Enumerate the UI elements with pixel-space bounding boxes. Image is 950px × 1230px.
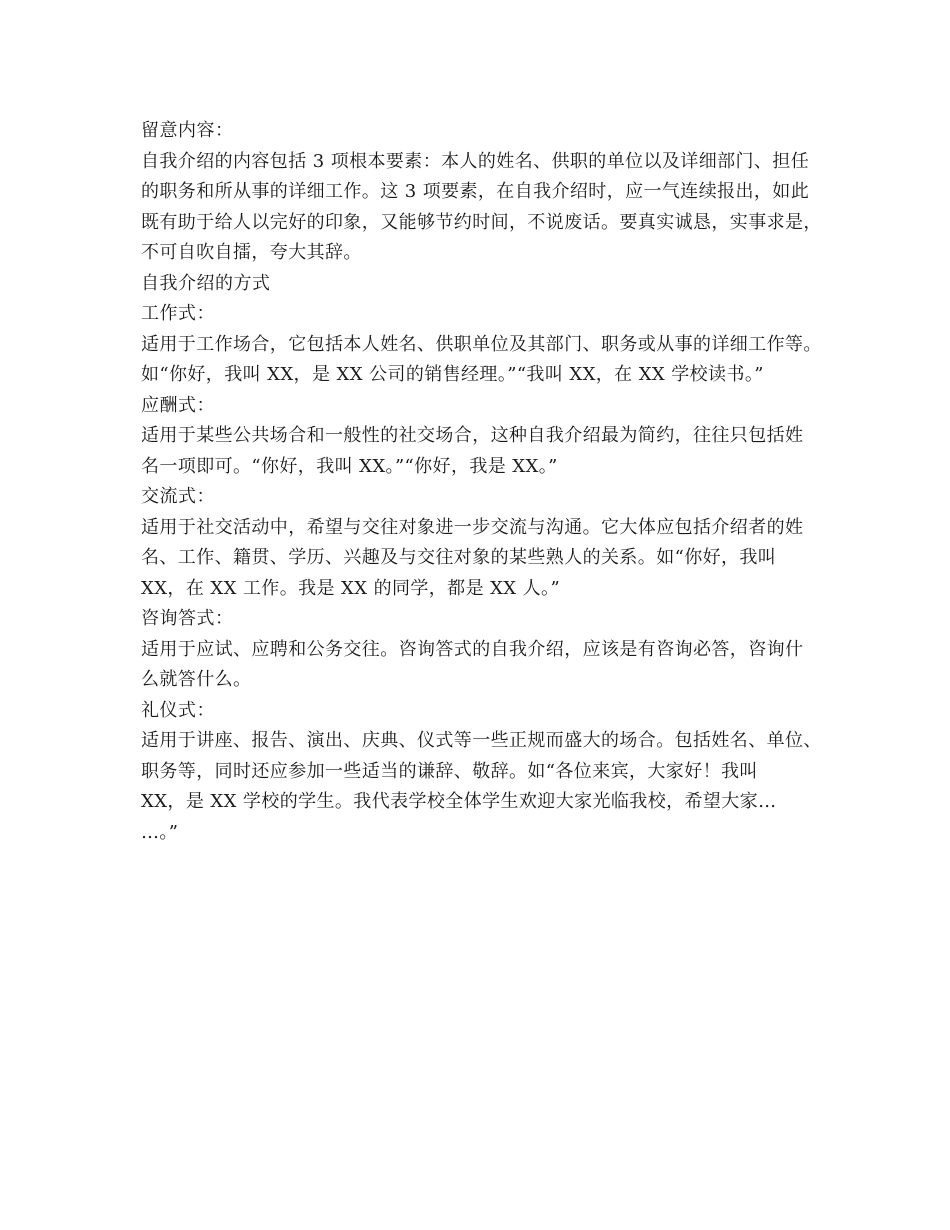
- paragraph-line: 么就答什么。: [141, 669, 252, 690]
- section-heading: 自我介绍的方式: [141, 272, 271, 294]
- paragraph-line: 适用于某些公共场合和一般性的社交场合，这种自我介绍最为简约，往往只包括姓: [141, 425, 804, 446]
- paragraph-line: 职务等，同时还应参加一些适当的谦辞、敬辞。如“各位来宾，大家好！我叫: [141, 760, 758, 782]
- subsection-heading: 应酬式：: [141, 394, 215, 416]
- paragraph-line: 名、工作、籍贯、学历、兴趣及与交往对象的某些熟人的关系。如“你好，我叫: [141, 547, 777, 568]
- paragraph-line: 如“你好，我叫 XX，是 XX 公司的销售经理。”“我叫 XX，在 XX 学校读书。”: [141, 364, 764, 385]
- document-page: [141, 116, 831, 848]
- subsection-heading: 交流式：: [141, 486, 215, 507]
- subsection-heading: 礼仪式：: [141, 699, 215, 721]
- paragraph-line: 自我介绍的内容包括 3 项根本要素：本人的姓名、供职的单位以及详细部门、担任: [141, 150, 810, 172]
- paragraph-line: …。”: [141, 821, 179, 843]
- paragraph-line: 适用于工作场合，它包括本人姓名、供职单位及其部门、职务或从事的详细工作等。: [141, 333, 822, 355]
- subsection-heading: 咨询答式：: [141, 608, 234, 629]
- paragraph-line: 不可自吹自擂，夸大其辞。: [141, 242, 362, 263]
- paragraph-line: 的职务和所从事的详细工作。这 3 项要素，在自我介绍时，应一气连续报出，如此: [141, 181, 810, 202]
- paragraph-line: 名一项即可。“你好，我叫 XX。”“你好，我是 XX。”: [141, 455, 558, 477]
- section-heading: 留意内容：: [141, 120, 234, 141]
- paragraph-line: 适用于应试、应聘和公务交往。咨询答式的自我介绍，应该是有咨询必答，咨询什: [141, 638, 804, 660]
- paragraph-line: 适用于社交活动中，希望与交往对象进一步交流与沟通。它大体应包括介绍者的姓: [141, 516, 804, 538]
- paragraph-line: 既有助于给人以完好的印象，又能够节约时间，不说废话。要真实诚恳，实事求是，: [141, 211, 822, 233]
- paragraph-line: XX，是 XX 学校的学生。我代表学校全体学生欢迎大家光临我校，希望大家…: [141, 791, 777, 812]
- paragraph-line: 适用于讲座、报告、演出、庆典、仪式等一些正规而盛大的场合。包括姓名、单位、: [141, 730, 822, 751]
- subsection-heading: 工作式：: [141, 303, 215, 324]
- paragraph-line: XX，在 XX 工作。我是 XX 的同学，都是 XX 人。”: [141, 577, 561, 599]
